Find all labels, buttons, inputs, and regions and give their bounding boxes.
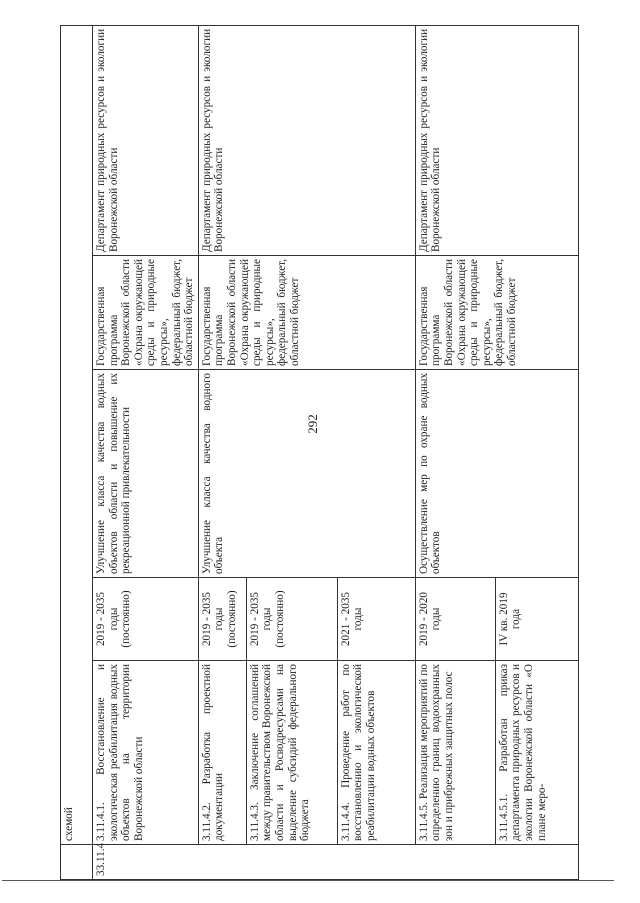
table-cell: схемой bbox=[61, 25, 93, 844]
period-cell: 2019 - 2035 годы (постоянно) bbox=[198, 578, 246, 661]
section-code-cell: 33.11.4 bbox=[93, 845, 579, 880]
table-row bbox=[198, 25, 246, 879]
executor-cell: Департамент природных ресурсов и экологии Воронежской области bbox=[198, 25, 415, 255]
measure-name-cell: 3.11.4.5.1. Разработан приказ департамента природных ресурсов и экологии Воронежской области «О плане меро- bbox=[495, 661, 578, 845]
result-cell: Улучшение класса качества водного объекта bbox=[198, 370, 415, 578]
period-cell: 2019 - 2035 годы (постоянно) bbox=[246, 578, 337, 661]
scan-edge-line bbox=[2, 880, 614, 881]
page-number: 292 bbox=[304, 414, 320, 434]
executor-cell: Департамент природных ресурсов и экологии Воронежской области bbox=[93, 25, 199, 255]
measure-name-cell: 3.11.4.3. Заключение соглашений между правительством Воронежской области и Росводресурсами на выделение субсидий федерального бюджета bbox=[246, 661, 337, 845]
source-cell: Государственная программа Воронежской области «Охрана окружающей среды и природные ресурсы», федеральный бюджет, областной бюджет bbox=[415, 256, 578, 370]
measure-name-cell: 3.11.4.4. Проведение работ по восстановлению и экологической реабилитации водных объектов bbox=[337, 661, 415, 845]
period-cell: IV кв. 2019 года bbox=[495, 578, 578, 661]
measure-name-cell: 3.11.4.2. Разработка проектной документации bbox=[198, 661, 246, 845]
result-cell: Улучшение класса качества водных объектов области и повышение их рекреационной привлекательности bbox=[93, 370, 199, 578]
executor-cell: Департамент природных ресурсов и экологии Воронежской области bbox=[415, 25, 578, 255]
rotated-table-wrapper bbox=[60, 26, 576, 880]
measure-name-cell: 3.11.4.1. Восстановление и экологическая реабилитация водных объектов на территории Воронежской области bbox=[93, 661, 199, 845]
period-cell: 2021 - 2035 годы bbox=[337, 578, 415, 661]
table-row bbox=[415, 25, 495, 879]
result-cell: Осуществление мер по охране водных объектов bbox=[415, 370, 578, 578]
measure-name-cell: 3.11.4.5. Реализация мероприятий по определению границ водоохранных зон и прибрежных защитных полос bbox=[415, 661, 495, 845]
table-row bbox=[61, 25, 93, 879]
source-cell: Государственная программа Воронежской области «Охрана окружающей среды и природные ресурсы», федеральный бюджет, областной бюджет bbox=[198, 256, 415, 370]
table-row bbox=[93, 25, 199, 879]
measures-table bbox=[60, 25, 579, 880]
code-cell bbox=[61, 845, 93, 880]
period-cell: 2019 - 2020 годы bbox=[415, 578, 495, 661]
source-cell: Государственная программа Воронежской области «Охрана окружающей среды и природные ресурсы», федеральный бюджет, областной бюджет bbox=[93, 256, 199, 370]
period-cell: 2019 - 2035 годы (постоянно) bbox=[93, 578, 199, 661]
